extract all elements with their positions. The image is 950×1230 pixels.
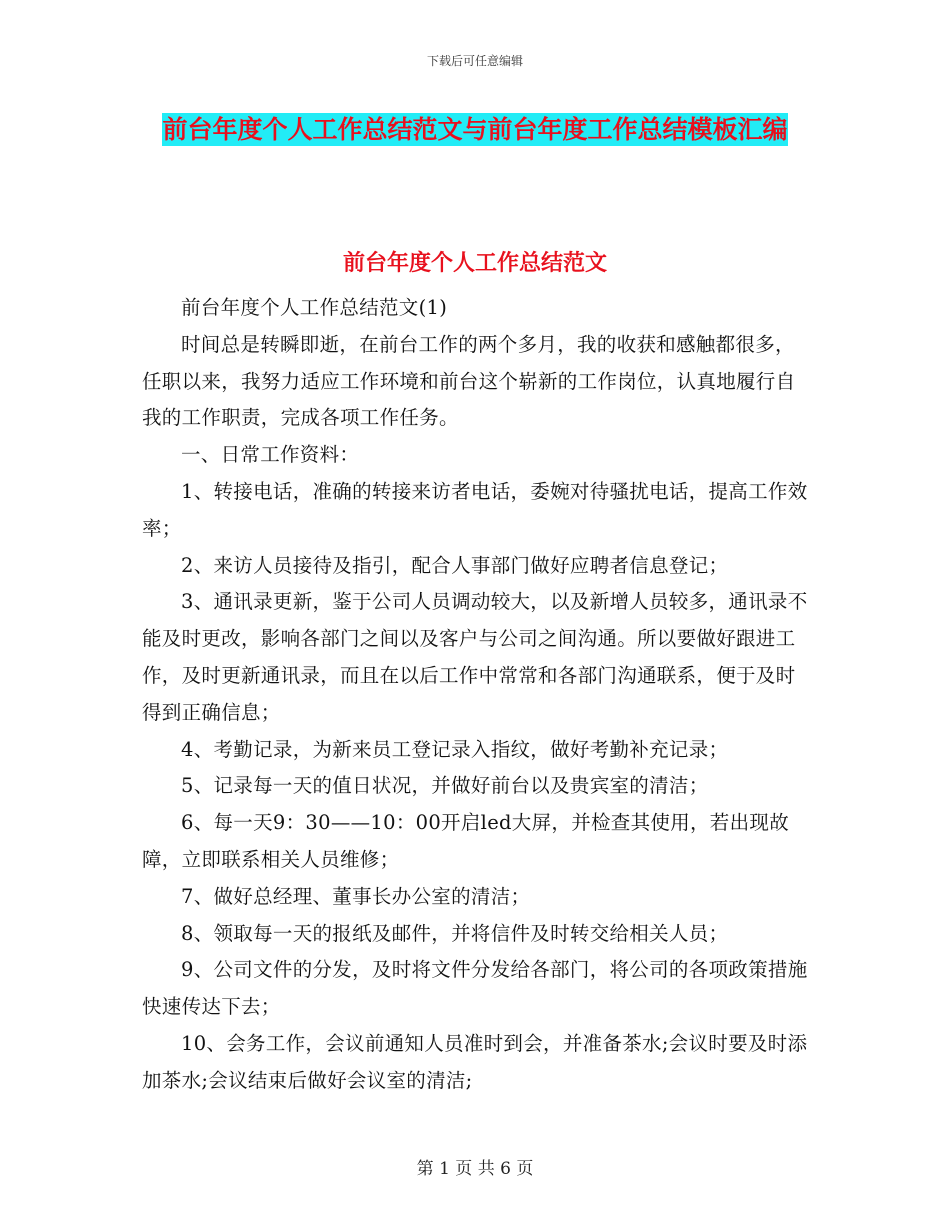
paragraph: 9、公司文件的分发，及时将文件分发给各部门，将公司的各项政策措施快速传达下去； <box>142 958 808 1019</box>
paragraph: 时间总是转瞬即逝，在前台工作的两个多月，我的收获和感触都很多，任职以来，我努力适应工作环境和前台这个崭新的工作岗位，认真地履行自我的工作职责，完成各项工作任务。 <box>142 332 796 430</box>
paragraph: 1、转接电话，准确的转接来访者电话，委婉对待骚扰电话，提高工作效率； <box>142 479 808 540</box>
header-note: 下载后可任意编辑 <box>426 54 523 68</box>
document-body <box>142 290 810 1100</box>
paragraph: 一、日常工作资料： <box>181 443 360 467</box>
paragraph: 7、做好总经理、董事长办公室的清洁； <box>181 884 531 908</box>
section-title: 前台年度个人工作总结范文 <box>342 250 607 276</box>
document-title <box>150 108 800 152</box>
paragraph: 6、每一天9：30——10：00开启led大屏，并检查其使用，若出现故障，立即联系相关人员维修； <box>142 811 790 871</box>
paragraph: 8、领取每一天的报纸及邮件，并将信件及时转交给相关人员； <box>181 921 729 945</box>
paragraph: 4、考勤记录，为新来员工登记录入指纹，做好考勤补充记录； <box>181 737 729 761</box>
paragraph: 10、会务工作，会议前通知人员准时到会，并准备茶水;会议时要及时添加茶水;会议结束后做好会议室的清洁; <box>142 1031 808 1092</box>
paragraph: 2、来访人员接待及指引，配合人事部门做好应聘者信息登记； <box>181 553 729 577</box>
page-number: 第 1 页 共 6 页 <box>416 1159 534 1179</box>
paragraph: 3、通讯录更新，鉴于公司人员调动较大，以及新增人员较多，通讯录不能及时更改，影响各部门之间以及客户与公司之间沟通。所以要做好跟进工作，及时更新通讯录，而且在以后工作中常常和各部门沟通联系，便于及时得到正确信息； <box>142 590 808 724</box>
paragraph: 前台年度个人工作总结范文(1) <box>181 296 448 319</box>
document-title-text: 前台年度个人工作总结范文与前台年度工作总结模板汇编 <box>162 115 788 144</box>
paragraph: 5、记录每一天的值日状况，并做好前台以及贵宾室的清洁； <box>181 774 709 798</box>
